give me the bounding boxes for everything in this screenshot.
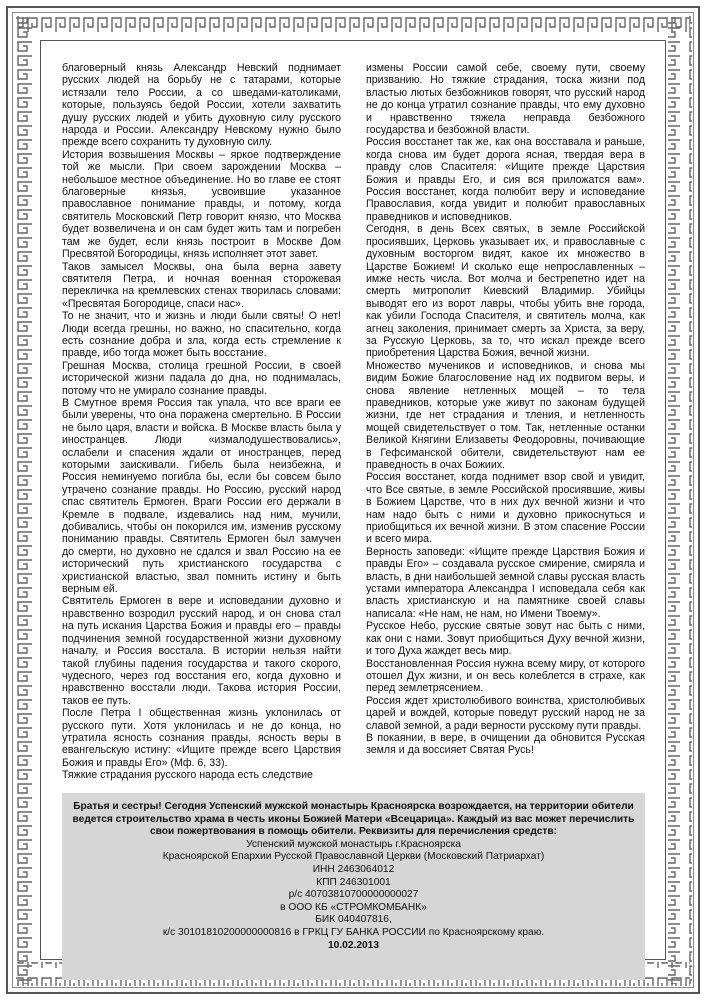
right-column: [366, 62, 645, 782]
bank-detail-line: БИК 040407816,: [315, 914, 392, 926]
paragraph: История возвышения Москвы – яркое подтверждение той же мысли. При своем зарождении Москва – небольшое местное объединение. Но во главе ее стоят благоверные князья, усвоившие указанное православное понимание правды, и потому, когда святитель Московский Петр говорит князю, что Москва будет возвеличена и он сам будет жить там и погребен там же будет, если князь построит в Москве Дом Пресвятой Богородицы, князь исполняет этот завет.: [62, 148, 341, 261]
bank-detail-line: к/с 30101810200000000816 в ГРКЦ ГУ БАНКА РОССИИ по Красноярскому краю.: [162, 926, 545, 938]
paragraph: Русское Небо, русские святые зовут нас быть с ними, как они с нами. Зовут приобщиться Духу вечной жизни, и того Духа жаждет весь мир.: [366, 620, 645, 658]
article-columns: [62, 62, 645, 782]
paragraph: Россия ждет христолюбивого воинства, христолюбивых царей и вождей, которые поведут русский народ не за славой земной, а ради верности русскому пути правды.: [366, 694, 645, 732]
donation-appeal: Братья и сестры! Сегодня Успенский мужской монастырь Красноярска возрождается, на территории обители ведется строительство храма в честь иконы Божией Матери «Всецарица». Каждый из вас может перечислить свои пожертвования в помощь обители. Реквизиты для перечисления средств:: [72, 801, 635, 838]
paragraph: В покаянии, в вере, в очищении да обновится Русская земля и да воссияет Святая Русь!: [366, 731, 645, 757]
bank-detail-line: КПП 246301001: [316, 876, 391, 888]
paragraph: После Петра I общественная жизнь уклонилась от русского пути. Хотя уклонилась и не до конца, но утратила ясность сознания правды, ясность веры в евангельскую истину: «Ищите прежде всего Царствия Божия и правды Его» (Мф. 6, 33).: [62, 707, 341, 769]
bank-detail-line: в ООО КБ «СТРОМКОМБАНК»: [280, 901, 427, 913]
donation-box: [62, 793, 645, 980]
paragraph: Множество мучеников и исповедников, и снова мы видим Божие благословение над их подвигом веры, и снова явление нетленных мощей – то тела праведников, которые уже живут по законам будущей жизни, где нет страдания и тления, и нетленность мощей свидетельствует о том. Так, нетленные останки Великой Княгини Елизаветы Феодоровны, почивающие в Гефсиманской обители, свидетельствуют нам ее праведность в очах Божиих.: [366, 359, 645, 471]
paragraph: благоверный князь Александр Невский поднимает русских людей на борьбу не с татарами, которые истязали тело России, а со шведами-католиками, которые, пользуясь бедой России, хотели захватить душу русских людей и убить духовную силу русского народа и России. Александру Невскому нужно было прежде всего сохранить ту духовную силу.: [62, 62, 341, 149]
paragraph: Тяжкие страдания русского народа есть следствие: [62, 769, 313, 782]
left-column: [62, 62, 341, 782]
paragraph: Верность заповеди: «Ищите прежде Царствия Божия и правды Его» – создавала русское смирение, смиряла и власть, в дни наибольшей земной славы русская власть устами императора Александра I исповедала себя как власть христианскую и на памятнике своей славы написала: «Не нам, не нам, но Имени Твоему».: [366, 545, 645, 620]
article: [62, 62, 645, 805]
paragraph: В Смутное время Россия так упала, что все враги ее были уверены, что она поражена смертельно. В России не было царя, власти и войска. В Москве власть была у иностранцев. Люди «измалодушествовались», ослабели и спасения ждали от иностранцев, перед которыми заискивали. Гибель была неизбежна, и Россия неминуемо погибла бы, если бы совсем было утрачено сознание правды. Но Россию, русский народ спас святитель Ермоген. Враги России его держали в Кремле в подвале, издевались над ним, мучили, добивались, чтобы он покорился им, изменив русскому пониманию правды. Святитель Ермоген был замучен до смерти, но духовно не сдался и звал Россию на ее исторический путь христианского государства с христианской властью, звал помнить истину и быть верным ей.: [62, 396, 341, 596]
bank-detail-line: ИНН 2463064012: [312, 863, 395, 875]
paragraph: измены России самой себе, своему пути, своему призванию. Но тяжкие страдания, тоска жизни под властью лютых безбожников говорят, что русский народ не до конца утратил сознание правды, что ему духовно и нравственно тяжела неправда безбожного государства и безбожной власти.: [366, 62, 645, 137]
paragraph: Россия восстанет, когда поднимет взор свой и увидит, что Все святые, в земле Российской просиявшие, живы в Божием Царстве, что в них дух вечной жизни и что нам надо быть с ними и духовно прикоснуться и приобщиться их вечной жизни. В этом спасение России и всего мира.: [366, 471, 645, 546]
bank-detail-line: р/с 40703810700000000027: [288, 889, 419, 901]
bank-detail-line: Красноярской Епархии Русской Православной Церкви (Московский Патриархат): [162, 851, 545, 863]
issue-date: 10.02.2013: [328, 939, 379, 951]
paragraph: Россия восстанет так же, как она восставала и раньше, когда снова им будет дорога ясная, твердая вера в правду слов Спасителя: «Ищите прежде Царствия Божия и правды Его, и сия вся приложатся вам». Россия восстанет, когда полюбит веру и исповедание Православия, когда увидит и полюбит православных праведников и исповедников.: [366, 136, 645, 223]
paragraph: То не значит, что и жизнь и люди были святы! О нет! Люди всегда грешны, но важно, но спасительно, когда есть сознание добра и зла, когда есть стремление к правде, ибо тогда может быть восстание.: [62, 310, 341, 360]
paragraph: Святитель Ермоген в вере и исповедании духовно и нравственно возродил русский народ, и он снова стал на путь искания Царства Божия и правды его – правды подчинения земной государственной жизни духовному началу, и Россия восстала. В истории нельзя найти такой глубины падения государства и такого скорого, чудесного, через год восстания его, когда духовно и нравственно восстали люди. Такова история России, таков ее путь.: [62, 595, 341, 707]
bank-detail-line: Успенский мужской монастырь г.Красноярска: [246, 838, 461, 850]
paragraph: Грешная Москва, столица грешной России, в своей исторической жизни падала до дна, но поднималась, потому что не умирало сознание правды.: [62, 359, 341, 397]
paragraph: Восстановленная Россия нужна всему миру, от которого отошел Дух жизни, и он весь колеблется в страхе, как перед землетрясением.: [366, 657, 645, 695]
paragraph: Таков замысел Москвы, она была верна завету святителя Петра, и ночная военная сторожевая перекличка на кремлевских стенах творилась словами: «Пресвятая Богородице, спаси нас».: [62, 260, 341, 310]
paragraph: Сегодня, в день Всех святых, в земле Российской просиявших, Церковь указывает их, и православные с духовным восторгом видят, какое их множество в Царстве Божием! И сколько еще непрославленных – имже несть числа. Вот молча и бестрепетно идет на смерть митрополит Киевский Владимир. Убийцы выводят его из ворот лавры, чтобы убить вне города, как убили Господа Спасителя, и святитель молча, как агнец заколения, принимает смерть за Христа, за веру, за Русскую Церковь, за то, что искал прежде всего приобретения Царства Божия, вечной жизни.: [366, 223, 645, 360]
